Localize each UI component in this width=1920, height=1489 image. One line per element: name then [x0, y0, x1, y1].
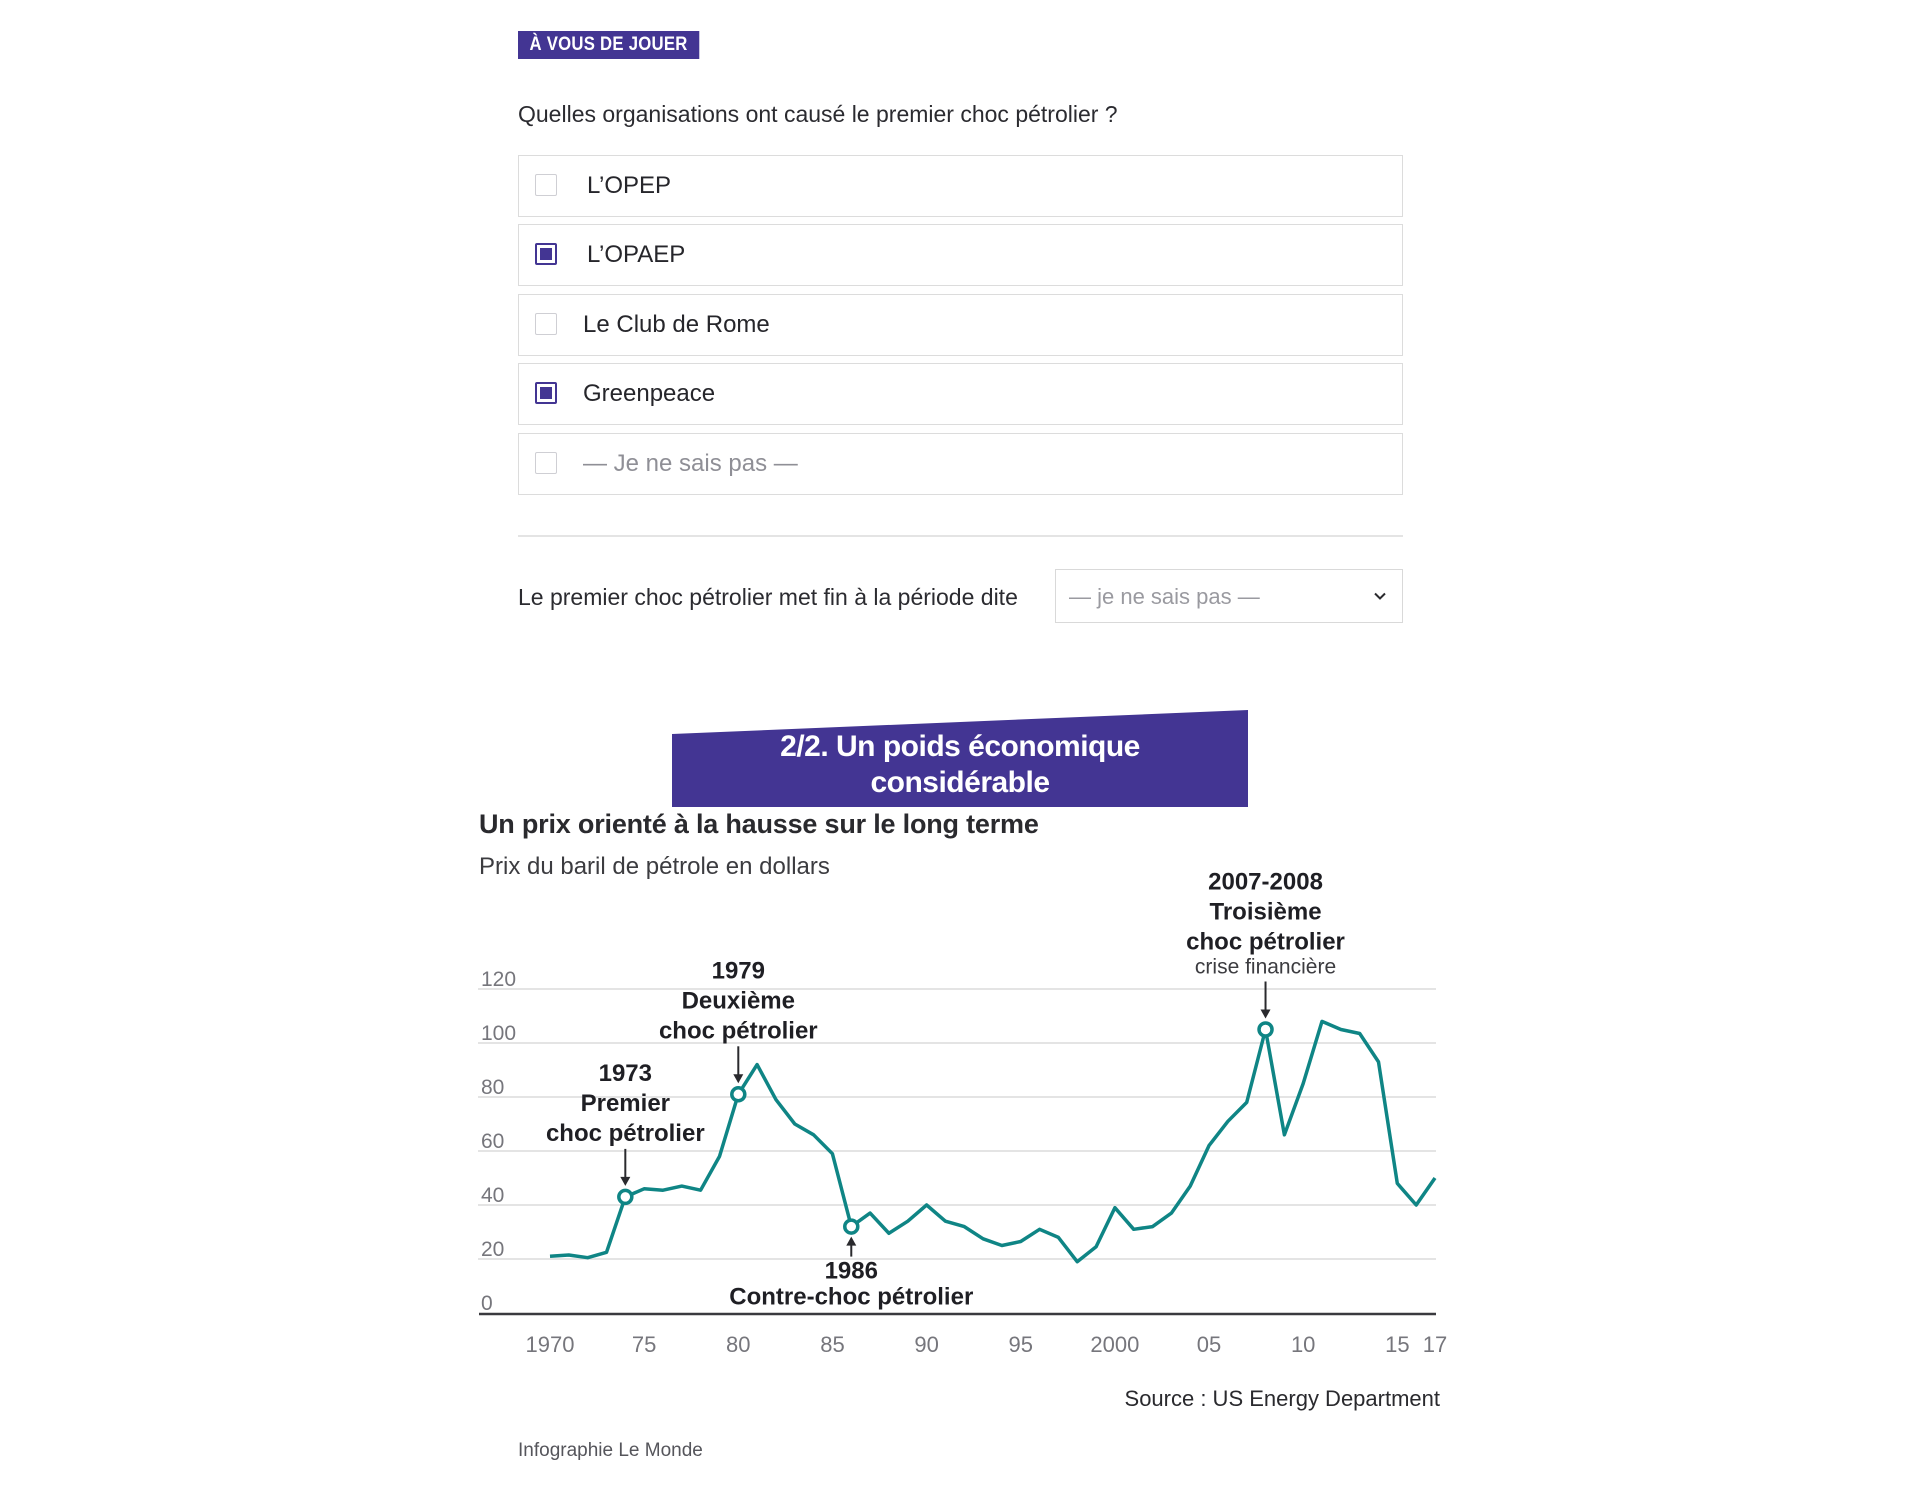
- annotation-label: 1986: [824, 1257, 878, 1285]
- y-tick-label: 120: [481, 968, 517, 991]
- annotation-marker: [619, 1190, 632, 1203]
- x-tick-label: 95: [1008, 1332, 1033, 1357]
- x-tick-label: 90: [914, 1332, 939, 1357]
- x-tick-label: 15: [1385, 1332, 1410, 1357]
- option-label: Le Club de Rome: [583, 311, 770, 338]
- y-tick-label: 100: [481, 1022, 517, 1045]
- x-tick-label: 05: [1196, 1332, 1222, 1357]
- y-tick-label: 60: [481, 1130, 505, 1153]
- chart-source: Source : US Energy Department: [1124, 1386, 1440, 1411]
- annotation-label: choc pétrolier: [658, 1017, 818, 1045]
- y-tick-label: 80: [481, 1076, 505, 1099]
- annotation-arrowhead: [733, 1074, 743, 1083]
- annotation-label: 1973: [598, 1059, 653, 1087]
- annotation-marker: [1259, 1023, 1272, 1036]
- chart-subtitle: Prix du baril de pétrole en dollars: [479, 853, 830, 880]
- x-tick-label: 75: [631, 1332, 657, 1357]
- y-tick-label: 0: [481, 1292, 493, 1315]
- option-label: — Je ne sais pas —: [583, 450, 798, 477]
- quiz-question: Quelles organisations ont causé le premier choc pétrolier ?: [518, 101, 1118, 127]
- annotation-arrowhead: [1261, 1010, 1271, 1019]
- annotation-label: 2007-2008: [1208, 868, 1323, 896]
- annotation-marker: [732, 1088, 745, 1101]
- annotation-note: crise financière: [1194, 955, 1337, 979]
- select-value: — je ne sais pas —: [1069, 584, 1260, 609]
- section-title-line2: considérable: [870, 766, 1050, 799]
- x-tick-label: 10: [1290, 1332, 1316, 1357]
- x-tick-label: 2000: [1090, 1332, 1140, 1357]
- annotation-arrowhead: [620, 1177, 630, 1186]
- annotation-marker: [845, 1220, 858, 1233]
- x-tick-label: 1970: [525, 1332, 575, 1357]
- x-tick-label: 17: [1422, 1332, 1448, 1357]
- quiz-badge: À VOUS DE JOUER: [518, 31, 699, 59]
- annotation-label: choc pétrolier: [1186, 928, 1345, 956]
- option-label: L’OPEP: [587, 172, 672, 199]
- option-label: Greenpeace: [583, 380, 716, 407]
- annotation-label: Contre-choc pétrolier: [729, 1283, 974, 1311]
- infographic-credit: Infographie Le Monde: [518, 1440, 703, 1461]
- annotation-arrowhead: [846, 1237, 856, 1246]
- chart-title: Un prix orienté à la hausse sur le long terme: [479, 809, 1039, 839]
- annotation-label: choc pétrolier: [545, 1119, 705, 1147]
- annotation-label: 1979: [711, 957, 765, 985]
- section-title-line1: 2/2. Un poids économique: [780, 730, 1140, 763]
- fill-in-label: Le premier choc pétrolier met fin à la période dite: [518, 584, 1018, 610]
- annotation-label: Premier: [580, 1089, 671, 1117]
- annotation-label: Troisième: [1209, 898, 1322, 926]
- y-tick-label: 40: [481, 1184, 505, 1207]
- option-label: L’OPAEP: [587, 241, 686, 268]
- y-tick-label: 20: [481, 1238, 505, 1261]
- annotation-label: Deuxième: [681, 987, 795, 1015]
- x-tick-label: 85: [820, 1332, 845, 1357]
- x-tick-label: 80: [726, 1332, 751, 1357]
